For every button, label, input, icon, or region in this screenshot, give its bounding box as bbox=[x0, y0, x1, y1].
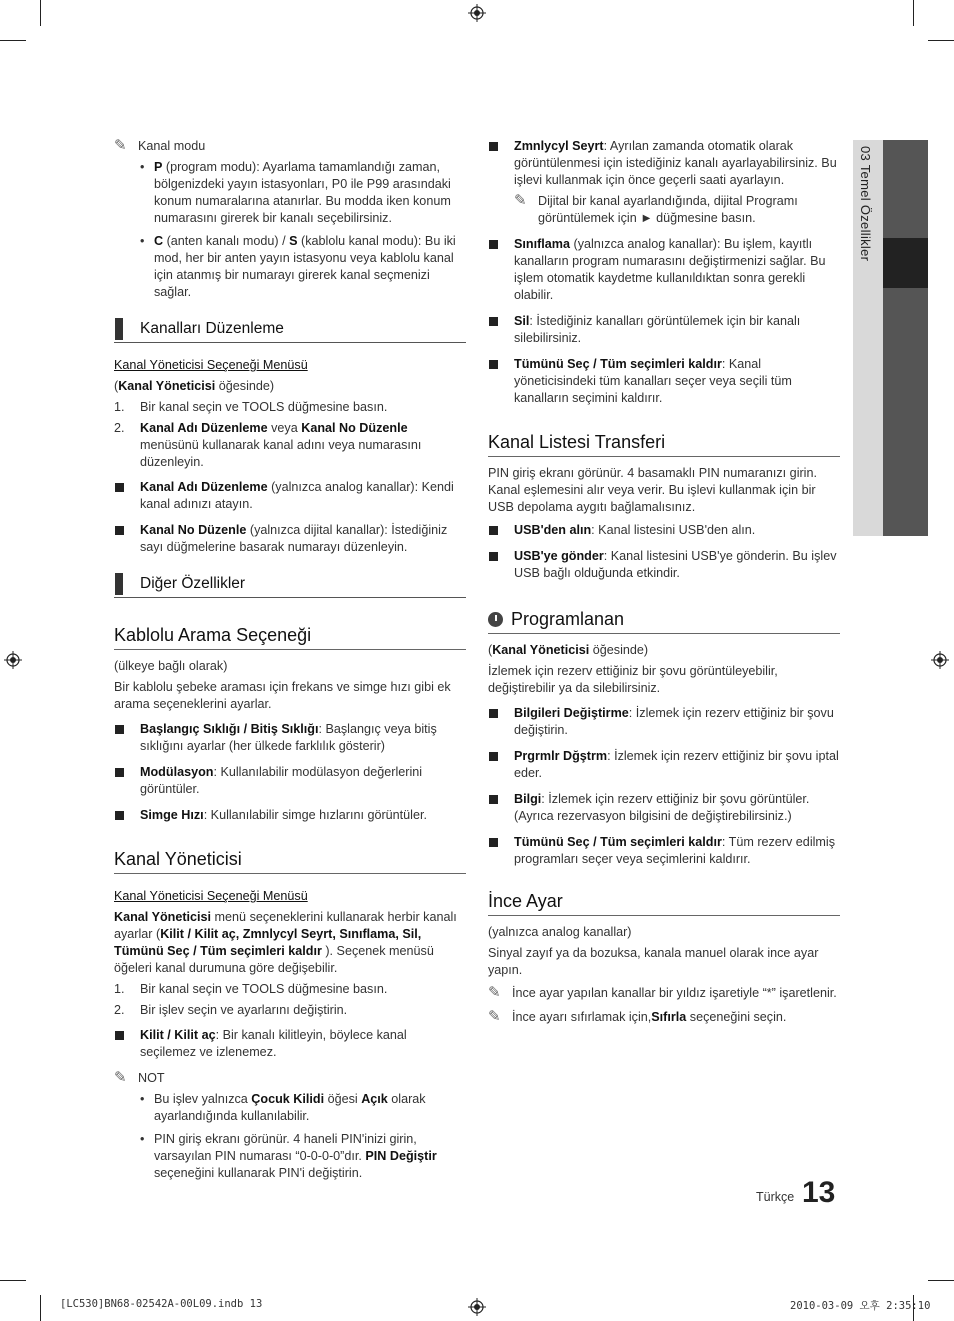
bullet-icon: • bbox=[140, 1132, 145, 1146]
step-item: 1. Bir kanal seçin ve TOOLS düğmesine basın. bbox=[114, 400, 388, 414]
section-title-programlanan: Programlanan bbox=[488, 608, 840, 634]
bullet-icon: • bbox=[140, 1092, 145, 1106]
page-number: 13 bbox=[802, 1176, 836, 1209]
paragraph: Sinyal zayıf ya da bozuksa, kanala manuel olarak ince ayar yapın. bbox=[488, 946, 819, 977]
crop-mark bbox=[928, 1280, 954, 1281]
square-bullet-icon bbox=[489, 709, 498, 718]
registration-mark-icon bbox=[468, 4, 486, 22]
pencil-icon: ✎ bbox=[114, 1069, 127, 1086]
paragraph: Bir kablolu şebeke araması için frekans ve simge hızı gibi ek arama seçeneklerini ayarlar. bbox=[114, 680, 451, 711]
square-bullet-item: Kilit / Kilit aç: Bir kanalı kilitleyin, böylece kanal seçilemez ve izlenemez. bbox=[114, 1027, 466, 1061]
square-bullet-item: Kanal No Düzenle (yalnızca dijital kanallar): İstediğiniz sayı düğmelerine basarak numarayı düzenleyin. bbox=[114, 522, 466, 556]
square-bullet-icon bbox=[115, 526, 124, 535]
paragraph: İzlemek için rezerv ettiğiniz bir şovu görüntüleyebilir, değiştirebilir ya da silebilirsiniz. bbox=[488, 664, 778, 695]
crop-mark bbox=[913, 0, 914, 26]
square-bullet-item: Tümünü Seç / Tüm seçimleri kaldır: Tüm rezerv edilmiş programları seçer veya seçimlerini kaldırır. bbox=[488, 834, 840, 868]
pencil-icon: ✎ bbox=[488, 1008, 501, 1025]
square-bullet-item: Prgrmlr Dğştrm: İzlemek için rezerv ettiğiniz bir şovu iptal eder. bbox=[488, 748, 840, 782]
square-bullet-icon bbox=[115, 1031, 124, 1040]
footer-language: Türkçe bbox=[756, 1190, 795, 1204]
square-bullet-icon bbox=[489, 795, 498, 804]
square-bullet-item: Modülasyon: Kullanılabilir modülasyon değerlerini görüntüler. bbox=[114, 764, 466, 798]
step-item: 1. Bir kanal seçin ve TOOLS düğmesine basın. bbox=[114, 982, 388, 996]
square-bullet-icon bbox=[115, 768, 124, 777]
step-item: 2. Kanal Adı Düzenleme veya Kanal No Düzenle menüsünü kullanarak kanal adını veya numarasını düzenleyin. bbox=[114, 421, 422, 469]
menu-heading: Kanal Yöneticisi Seçeneği Menüsü bbox=[114, 358, 308, 372]
square-bullet-icon bbox=[489, 317, 498, 326]
section-title-kanal-yoneticisi: Kanal Yöneticisi bbox=[114, 848, 466, 874]
square-bullet-icon bbox=[489, 360, 498, 369]
square-bullet-icon bbox=[489, 240, 498, 249]
clock-icon bbox=[488, 612, 503, 627]
square-bullet-item: Zmnlycyl Seyrt: Ayrılan zamanda otomatik olarak görüntülenmesi için istediğiniz kanalı ayarlayabilirsiniz. Bu işlevi kullanmak için önce geçerli saati ayarlayın. bbox=[488, 138, 840, 189]
square-bullet-item: Tümünü Seç / Tüm seçimleri kaldır: Kanal yöneticisindeki tüm kanalları seçer veya seçili tüm kanalların seçimini kaldırır. bbox=[488, 356, 840, 407]
bullet-icon: • bbox=[140, 160, 145, 174]
square-bullet-icon bbox=[489, 142, 498, 151]
bullet-item: • P (program modu): Ayarlama tamamlandığı zaman, bölgenizdeki yayın istasyonları, P0 ile P99 arasındaki konum numaralarına atanırlar. Bu modda iken konum numarasını girerek bir kanalı seçebilirsiniz. bbox=[140, 160, 451, 225]
crop-mark bbox=[40, 1295, 41, 1321]
square-bullet-item: Kanal Adı Düzenleme (yalnızca analog kanallar): Kendi kanal adınızı atayın. bbox=[114, 479, 466, 513]
bullet-item: • PIN giriş ekranı görünür. 4 haneli PIN'inizi girin, varsayılan PIN numarası “0-0-0-0”dır. PIN Değiştir seçeneğini kullanarak PIN'i değiştirin. bbox=[140, 1132, 437, 1180]
side-tab-dark bbox=[883, 140, 928, 536]
square-bullet-icon bbox=[489, 552, 498, 561]
pencil-icon: ✎ bbox=[114, 137, 127, 154]
left-column bbox=[114, 138, 466, 1188]
square-bullet-item: Bilgi: İzlemek için rezerv ettiğiniz bir şovu görüntüler. (Ayrıca rezervasyon bilgisini de değiştirebilirsiniz.) bbox=[488, 791, 840, 825]
square-bullet-icon bbox=[489, 838, 498, 847]
pencil-icon: ✎ bbox=[488, 984, 501, 1001]
step-item: 2. Bir işlev seçin ve ayarlarını değiştirin. bbox=[114, 1003, 348, 1017]
right-column bbox=[488, 138, 840, 1030]
square-bullet-icon bbox=[489, 526, 498, 535]
crop-mark bbox=[40, 0, 41, 26]
crop-mark bbox=[928, 40, 954, 41]
crop-mark bbox=[0, 40, 26, 41]
note: ✎ NOT bbox=[114, 1069, 165, 1086]
context-line: (ülkeye bağlı olarak) bbox=[114, 659, 228, 673]
square-bullet-item: USB'ye gönder: Kanal listesini USB'ye gönderin. Bu işlev USB bağlı olduğunda etkindir. bbox=[488, 548, 840, 582]
paragraph: PIN giriş ekranı görünür. 4 basamaklı PIN numaranızı girin. Kanal eşlemesini alır veya verir. Bu işlevi kullanmak için bir USB depolama aygıtı bağlamalısınız. bbox=[488, 466, 817, 514]
note: ✎ İnce ayarı sıfırlamak için,Sıfırla seçeneğini seçin. bbox=[488, 1008, 787, 1025]
print-info-left: [LC530]BN68-02542A-00L09.indb 13 bbox=[60, 1298, 263, 1310]
bullet-item: • Bu işlev yalnızca Çocuk Kilidi öğesi Açık olarak ayarlandığında kullanılabilir. bbox=[140, 1092, 426, 1123]
context-line: (Kanal Yöneticisi öğesinde) bbox=[488, 643, 649, 657]
section-title-ince-ayar: İnce Ayar bbox=[488, 890, 840, 916]
pencil-icon: ✎ bbox=[514, 192, 527, 209]
note: ✎ Kanal modu bbox=[114, 137, 206, 154]
square-bullet-item: Sınıflama (yalnızca analog kanallar): Bu işlem, kayıtlı kanalların program numarasını değiştirmenizi sağlar. Bu işlem otomatik kaydetme kullanıldıktan sonra gerekli olabilir. bbox=[488, 236, 840, 304]
square-bullet-icon bbox=[115, 483, 124, 492]
registration-mark-icon bbox=[4, 651, 22, 669]
side-tab-label: 03 Temel Özellikler bbox=[858, 146, 873, 262]
subheading-diger-ozellikler: Diğer Özellikler bbox=[114, 574, 466, 598]
square-bullet-item: Başlangıç Sıklığı / Bitiş Sıklığı: Başlangıç veya bitiş sıklığını ayarlar (her ülkede farklılık gösterir) bbox=[114, 721, 466, 755]
registration-mark-icon bbox=[468, 1298, 486, 1316]
context-line: (Kanal Yöneticisi öğesinde) bbox=[114, 379, 275, 393]
square-bullet-item: Bilgileri Değiştirme: İzlemek için rezerv ettiğiniz bir şovu değiştirin. bbox=[488, 705, 840, 739]
heading-bar bbox=[115, 573, 123, 595]
square-bullet-icon bbox=[489, 752, 498, 761]
context-line: (yalnızca analog kanallar) bbox=[488, 925, 632, 939]
square-bullet-item: Sil: İstediğiniz kanalları görüntülemek için bir kanalı silebilirsiniz. bbox=[488, 313, 840, 347]
section-title-kablolu: Kablolu Arama Seçeneği bbox=[114, 624, 466, 650]
square-bullet-icon bbox=[115, 811, 124, 820]
print-info-right: 2010-03-09 오후 2:35:10 bbox=[790, 1300, 931, 1312]
square-bullet-icon bbox=[115, 725, 124, 734]
square-bullet-item: Simge Hızı: Kullanılabilir simge hızlarını görüntüler. bbox=[114, 807, 466, 824]
bullet-item: • C (anten kanalı modu) / S (kablolu kanal modu): Bu iki mod, her bir anten yayın istasyonu veya kablolu kanal için atanmış bir numarayı girerek kanal seçmenizi sağlar. bbox=[140, 234, 456, 299]
section-title-transfer: Kanal Listesi Transferi bbox=[488, 431, 840, 457]
bullet-icon: • bbox=[140, 234, 145, 248]
paragraph: Kanal Yöneticisi menü seçeneklerini kullanarak herbir kanalı ayarlar (Kilit / Kilit aç, Zmnlycyl Seyrt, Sınıflama, Sil, Tümünü Seç / Tüm seçimleri kaldır ). Seçenek menüsü öğeleri kanal durumuna göre değişebilir. bbox=[114, 910, 457, 975]
square-bullet-item: USB'den alın: Kanal listesini USB'den alın. bbox=[488, 522, 840, 539]
subheading-kanallari-duzenleme: Kanalları Düzenleme bbox=[114, 319, 466, 343]
menu-heading: Kanal Yöneticisi Seçeneği Menüsü bbox=[114, 889, 308, 903]
crop-mark bbox=[0, 1280, 26, 1281]
registration-mark-icon bbox=[931, 651, 949, 669]
note: ✎ Dijital bir kanal ayarlandığında, dijital Programı görüntülemek için ► düğmesine basın. bbox=[514, 192, 798, 225]
note: ✎ İnce ayar yapılan kanallar bir yıldız işaretiyle “*” işaretlenir. bbox=[488, 984, 837, 1001]
heading-bar bbox=[115, 318, 123, 340]
side-tab-marker bbox=[883, 238, 928, 288]
